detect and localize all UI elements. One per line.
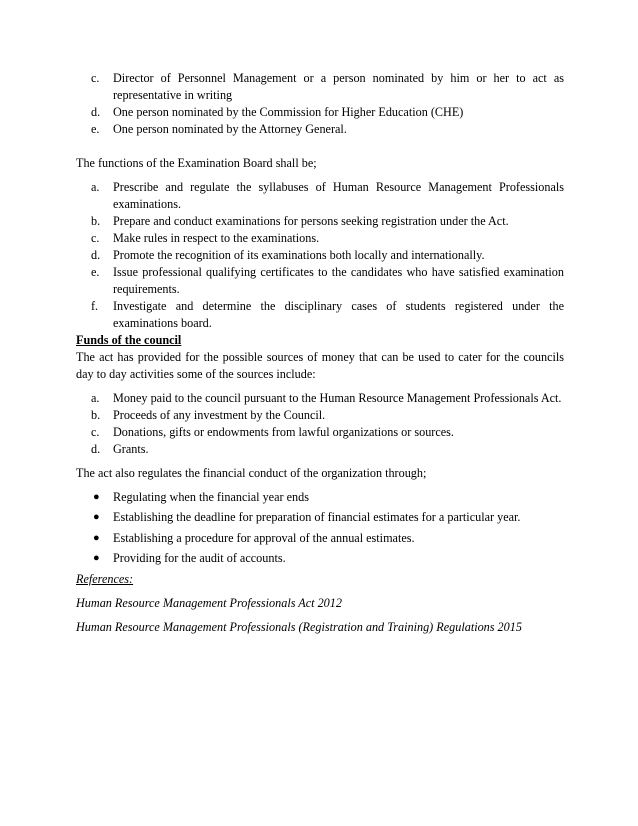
reference-item: Human Resource Management Professionals (Registration and Training) Regulations 2015 xyxy=(76,619,522,634)
financial-intro: The act also regulates the financial conduct of the organization through; xyxy=(76,466,427,480)
functions-list xyxy=(76,179,564,332)
list-marker: c. xyxy=(91,425,100,439)
functions-intro: The functions of the Examination Board shall be; xyxy=(76,156,317,170)
bullet-text: Providing for the audit of accounts. xyxy=(113,551,286,566)
list-marker: e. xyxy=(91,265,100,279)
funds-heading: Funds of the council xyxy=(76,333,182,347)
list-item-text: One person nominated by the Attorney General. xyxy=(113,122,347,136)
bullet-text: Regulating when the financial year ends xyxy=(113,490,309,504)
list-item-text: Prescribe and regulate the syllabuses of Human Resource Management Professionals examinations. xyxy=(113,180,564,211)
list-item-text: Prepare and conduct examinations for persons seeking registration under the Act. xyxy=(113,214,509,228)
list-item-text: Money paid to the council pursuant to the Human Resource Management Professionals Act. xyxy=(113,391,562,405)
list-marker: e. xyxy=(91,122,100,136)
list-item-text: Proceeds of any investment by the Council. xyxy=(113,408,326,422)
list-marker: d. xyxy=(91,105,101,119)
reference-item: Human Resource Management Professionals Act 2012 xyxy=(76,595,342,610)
funds-intro: The act has provided for the possible sources of money that can be used to cater for the councils day to day activities some of the sources include: xyxy=(76,350,564,381)
list-item-text: Promote the recognition of its examinations both locally and internationally. xyxy=(113,248,485,262)
list-marker: a. xyxy=(91,180,100,194)
board-members-list xyxy=(76,70,564,138)
list-item-text: Donations, gifts or endowments from lawful organizations or sources. xyxy=(113,425,454,439)
list-item xyxy=(76,247,564,264)
list-marker: f. xyxy=(91,299,99,313)
list-item xyxy=(76,424,564,441)
list-marker: c. xyxy=(91,231,100,245)
financial-conduct-list xyxy=(76,489,564,567)
list-marker: c. xyxy=(91,71,100,85)
bullet-icon: ● xyxy=(93,531,100,544)
list-item-text: Issue professional qualifying certificates to the candidates who have satisfied examination requirements. xyxy=(113,265,564,296)
bullet-icon: ● xyxy=(93,491,100,503)
list-marker: a. xyxy=(91,391,100,405)
bullet-icon: ● xyxy=(93,511,100,524)
list-item xyxy=(76,104,564,121)
list-item xyxy=(76,213,564,230)
references-heading: References: xyxy=(76,571,134,586)
list-item xyxy=(76,298,564,332)
bullet-item xyxy=(76,489,564,506)
list-item-text: Grants. xyxy=(113,442,149,456)
list-item-text: One person nominated by the Commission for Higher Education (CHE) xyxy=(113,105,464,119)
bullet-item xyxy=(76,550,564,567)
bullet-item xyxy=(76,530,564,547)
list-item-text: Make rules in respect to the examinations. xyxy=(113,231,320,245)
list-item xyxy=(76,179,564,213)
list-item xyxy=(76,121,564,138)
bullet-text: Establishing a procedure for approval of the annual estimates. xyxy=(113,530,415,545)
list-marker: b. xyxy=(91,214,101,228)
list-marker: d. xyxy=(91,248,101,262)
bullet-icon: ● xyxy=(93,552,100,565)
list-item-text: Director of Personnel Management or a person nominated by him or her to act as representative in writing xyxy=(113,71,564,102)
list-item xyxy=(76,390,564,407)
list-item xyxy=(76,264,564,298)
bullet-text: Establishing the deadline for preparation of financial estimates for a particular year. xyxy=(113,510,521,525)
list-item-text: Investigate and determine the disciplinary cases of students registered under the examinations board. xyxy=(113,299,564,330)
list-item xyxy=(76,407,564,424)
list-item xyxy=(76,441,564,458)
list-item xyxy=(76,70,564,104)
funds-sources-list xyxy=(76,390,564,458)
list-item xyxy=(76,230,564,247)
list-marker: b. xyxy=(91,408,101,422)
bullet-item xyxy=(76,509,564,526)
list-marker: d. xyxy=(91,442,101,456)
